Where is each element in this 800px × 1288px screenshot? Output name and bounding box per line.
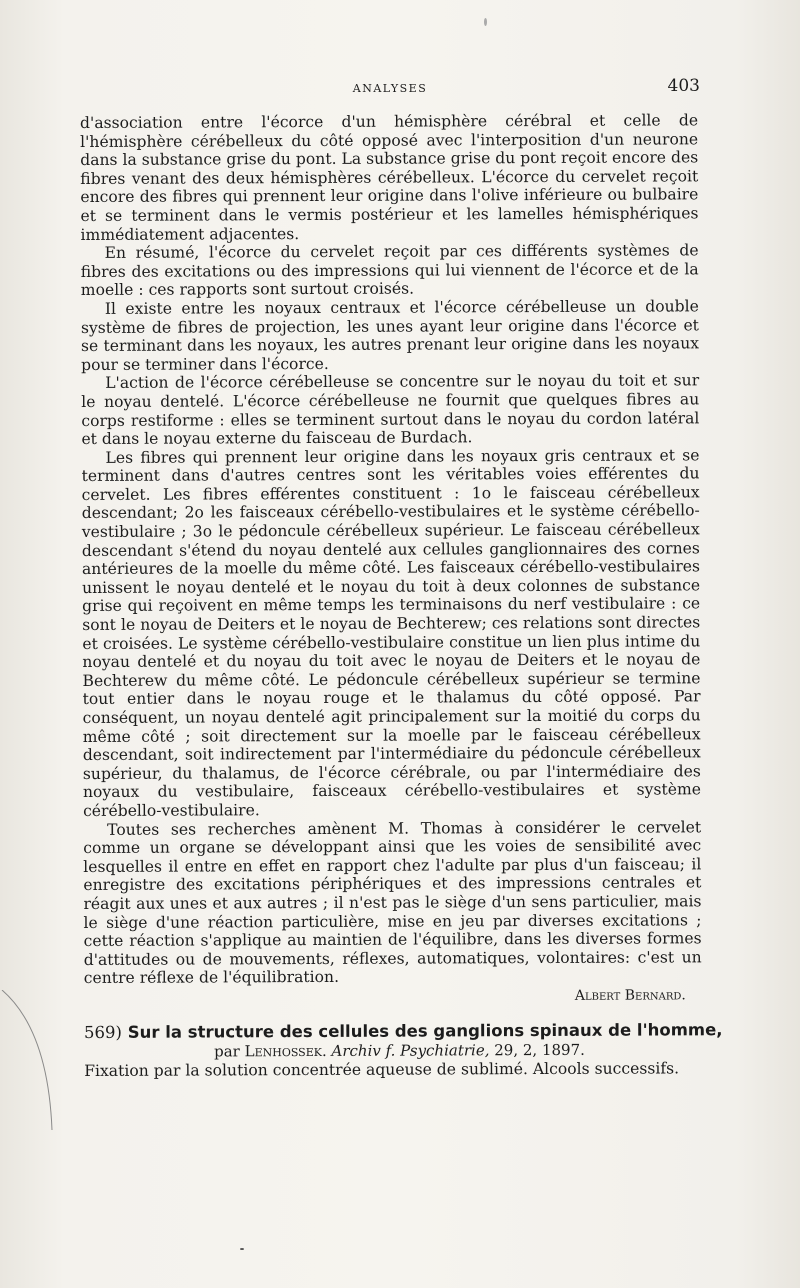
article-body bbox=[80, 111, 723, 1080]
entry-heading bbox=[83, 1019, 723, 1042]
entry-first-line: Fixation par la solution concentrée aqueuse de sublimé. Alcools successifs. bbox=[84, 1059, 680, 1080]
page-speck bbox=[484, 18, 487, 26]
paragraph-efferent-fibres: Les fibres qui prennent leur origine dans les noyaux gris centraux et se terminent dans d'autres centres sont les véritables voies efférentes du cervelet. Les fibres efférentes constituent : 1o le faisceau cérébelleux descendant; 2o les faisceaux cérébello-vestibulaires et le système cérébello-vestibulaire ; 3o le pédoncule cérébelleux supérieur. Le faisceau cérébelleux descendant s'étend du noyau dentelé aux cellules ganglionnaires des cornes antérieures de la moelle du même côté. Les faisceaux cérébello-vestibulaires unissent le noyau dentelé et le noyau du toit à deux colonnes de substance grise qui reçoivent en même temps les terminaisons du nerf vestibulaire : ce sont le noyau de Deiters et le noyau de Bechterew; ces relations sont directes et croisées. Le système cérébello-vestibulaire constitue un lien plus intime du noyau dentelé et du noyau du toit avec le noyau de Deiters et le noyau de Bechterew du même côté. Le pédoncule cérébelleux supérieur se termine tout entier dans le noyau rouge et le thalamus du côté opposé. Par conséquent, un noyau dentelé agit principalement sur la moitié du corps du même côté ; soit directement sur la moelle par le faisceau cérébelleux descendant, soit indirectement par l'intermédiaire du pédoncule cérébelleux supérieur, du thalamus, de l'écorce cérébrale, ou par l'intermédiaire des noyaux du vestibulaire, faisceaux cérébello-vestibulaires et système cérébello-vestibulaire. bbox=[81, 445, 701, 820]
margin-fold-mark bbox=[0, 990, 60, 1130]
paragraph-summary: En résumé, l'écorce du cervelet reçoit par ces différents systèmes de fibres des excitations ou des impressions qui lui viennent de l'écorce et de la moelle : ces rapports sont surtout croisés. bbox=[80, 241, 699, 300]
paragraph-projection-fibres: Il existe entre les noyaux centraux et l'écorce cérébelleuse un double système de fibres de projection, les unes ayant leur origine dans l'écorce et se terminant dans les noyaux, les autres prenant leur origine dans les noyaux pour se terminer dans l'écorce. bbox=[80, 297, 700, 374]
page-number: 403 bbox=[667, 76, 700, 96]
next-entry bbox=[83, 1019, 723, 1080]
page-speck bbox=[240, 1248, 244, 1250]
entry-author: Lenhossek. bbox=[244, 1042, 327, 1061]
entry-journal: Archiv f. Psychiatrie, bbox=[331, 1041, 490, 1061]
author-signature: Albert Bernard. bbox=[574, 987, 686, 1004]
entry-citation: 29, 2, 1897. bbox=[494, 1040, 585, 1060]
entry-title: Sur la structure des cellules des ganglions spinaux de l'homme, bbox=[127, 1019, 723, 1042]
paragraph-continuation: d'association entre l'écorce d'un hémisphère cérébral et celle de l'hémisphère cérébelleux du côté opposé avec l'interposition d'un neurone dans la substance grise du pont. La substance grise du pont reçoit encore des fibres venant des deux hémisphères cérébelleux. L'écorce du cervelet reçoit encore des fibres qui prennent leur origine dans l'olive inférieure ou bulbaire et se terminent dans le vermis postérieur et les lamelles hémisphériques immédiatement adjacentes. bbox=[80, 111, 699, 244]
running-title: ANALYSES bbox=[352, 82, 428, 95]
paragraph-conclusion: Toutes ses recherches amènent M. Thomas à considérer le cervelet comme un organe se développant ainsi que les voies de sensibilité avec lesquelles il entre en effet en rapport chez l'adulte par plus d'un faisceau; il enregistre des excitations périphériques et des impressions centrales et réagit aux unes et aux autres ; il n'est pas le siège d'un sens particulier, mais le siège d'une réaction particulière, mise en jeu par diverses excitations ; cette réaction s'applique au maintien de l'équilibre, dans les diverses formes d'attitudes ou de mouvements, réflexes, automatiques, volontaires: c'est un centre réflexe de l'équilibration. bbox=[83, 817, 702, 988]
entry-ref-prefix: par bbox=[214, 1042, 240, 1061]
running-head bbox=[80, 76, 700, 100]
entry-number: 569) bbox=[83, 1022, 122, 1042]
paragraph-cortex-action: L'action de l'écorce cérébelleuse se concentre sur le noyau du toit et sur le noyau dentelé. L'écorce cérébelleuse ne fournit que quelques fibres au corps restiforme : elles se terminent surtout dans le noyau du cordon latéral et dans le noyau externe du faisceau de Burdach. bbox=[81, 371, 700, 449]
